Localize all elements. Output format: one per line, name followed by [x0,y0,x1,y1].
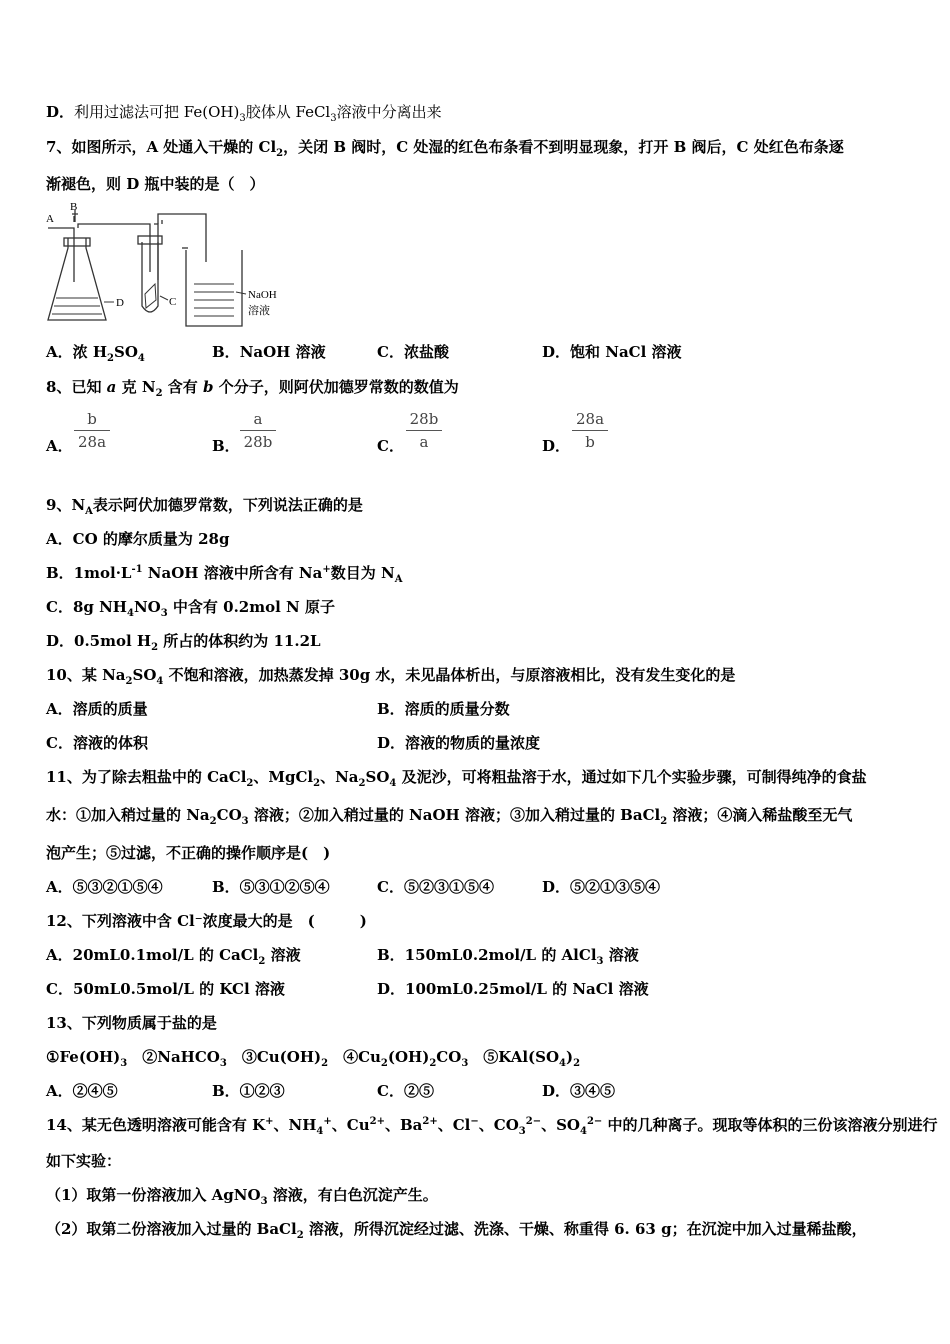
q6-option-d: D．利用过滤法可把 $Fe(OH)_3$胶体从 FeCl$_3$溶液中分离出来 [46,103,442,124]
q13-option-c: C．②⑤ [377,1082,434,1100]
q8-option-c-label: C． [377,437,404,455]
q12-stem: 12、下列溶液中含 Cl⁻浓度最大的是 ( ) [46,912,367,930]
q14-stem-line2: 如下实验： [46,1152,122,1170]
q13-option-d: D．③④⑤ [542,1082,616,1100]
q8-option-d-label: D． [542,437,571,455]
q7-option-c: C．浓盐酸 [377,343,449,361]
q10-option-c: C．溶液的体积 [46,734,148,752]
q10-option-d: D．溶液的物质的量浓度 [377,734,541,752]
label-c: C [169,296,177,308]
q12-option-d: D．100mL0.25mol/L 的 NaCl 溶液 [377,980,649,998]
q14-stem-line1: 14、某无色透明溶液可能含有 K+、$NH_4^+$、$Cu^{2+}$、$Ba^{2+}$、Cl−、$CO_3^{2-}$、$SO_4^{2-}$ 中的几种离子。现取等体积的三份该溶液分别进行 [46,1116,938,1137]
label-naoh: NaOH [248,289,277,301]
q11-stem-line2: 水：①加入稍过量的 $Na_2CO_3$ 溶液；②加入稍过量的 NaOH 溶液；③加入稍过量的 BaCl$_2$ 溶液；④滴入稀盐酸至无气 [46,806,853,827]
q10-option-a: A．溶质的质量 [46,700,148,718]
q9-option-c: C．8g $NH_4NO_3$ 中含有 0.2mol N 原子 [46,598,335,619]
label-a: A [46,213,54,225]
q11-option-c: C．⑤②③①⑤④ [377,878,494,896]
q9-option-d: D．0.5mol $H_2$ 所占的体积约为 11.2L [46,632,321,653]
q8-option-d-fraction: 28a b [572,409,608,452]
q10-option-b: B．溶质的质量分数 [377,700,510,718]
q8-option-a-label: A． [46,437,73,455]
q11-option-b: B．⑤③①②⑤④ [212,878,330,896]
q8-stem: 8、已知 a 克 $N_2$ 含有 b 个分子，则阿伏加德罗常数的数值为 [46,378,459,399]
q7-option-d: D．饱和 NaCl 溶液 [542,343,682,361]
q7-stem-line1: 7、如图所示，A 处通入干燥的 $Cl_2$，关闭 B 阀时，C 处湿的红色布条看不到明显现象，打开 B 阀后，C 处红色布条逐 [46,138,844,159]
q7-option-b: B．NaOH 溶液 [212,343,326,361]
q8-option-b-fraction: a 28b [240,409,276,452]
q12-option-c: C．50mL0.5mol/L 的 KCl 溶液 [46,980,285,998]
q8-option-a-fraction: b 28a [74,409,110,452]
q11-option-a: A．⑤③②①⑤④ [46,878,163,896]
q10-stem: 10、某 $Na_2SO_4$ 不饱和溶液，加热蒸发掉 30g 水，未见晶体析出，与原溶液相比，没有发生变化的是 [46,666,736,687]
q7-option-a: A．浓 $H_2SO_4$ [46,343,145,364]
label-solution: 溶液 [248,305,270,317]
q11-option-d: D．⑤②①③⑤④ [542,878,661,896]
q13-stem: 13、下列物质属于盐的是 [46,1014,217,1032]
q8-option-c-fraction: 28b a [406,409,442,452]
apparatus-diagram [46,202,306,336]
q12-option-b: B．150mL0.2mol/L 的 AlCl$_3$ 溶液 [377,946,639,967]
q11-stem-line1: 11、为了除去粗盐中的 CaCl$_2$、MgCl$_2$、$Na_2SO_4$ 及泥沙，可将粗盐溶于水，通过如下几个实验步骤，可制得纯净的食盐 [46,768,867,789]
q9-stem: 9、$N_A$表示阿伏加德罗常数，下列说法正确的是 [46,496,363,517]
q13-option-b: B．①②③ [212,1082,285,1100]
label-d: D [116,297,124,309]
q13-option-a: A．②④⑤ [46,1082,118,1100]
q14-step2: （2）取第二份溶液加入过量的 BaCl$_2$ 溶液，所得沉淀经过滤、洗涤、干燥、称重得 6. 63 g；在沉淀中加入过量稀盐酸， [46,1220,867,1241]
q13-items: $①Fe(OH)_3$ ②NaHCO$_3$ $③Cu(OH)_2$ $④Cu_2(OH)_2CO_3$ $⑤KAl(SO_4)_2$ [46,1048,581,1069]
q7-stem-line2: 渐褪色，则 D 瓶中装的是（ ） [46,175,265,193]
q9-option-b: B．$1mol\cdot L^{-1}$ NaOH 溶液中所含有 Na+数目为 $N_A$ [46,564,403,585]
label-b: B [70,202,78,213]
q14-step1: （1）取第一份溶液加入 AgNO$_3$ 溶液，有白色沉淀产生。 [46,1186,438,1207]
q12-option-a: A．20mL0.1mol/L 的 CaCl$_2$ 溶液 [46,946,301,967]
q9-option-a: A．CO 的摩尔质量为 28g [46,530,230,548]
q11-stem-line3: 泡产生；⑤过滤，不正确的操作顺序是( ) [46,844,331,862]
q8-option-b-label: B． [212,437,240,455]
